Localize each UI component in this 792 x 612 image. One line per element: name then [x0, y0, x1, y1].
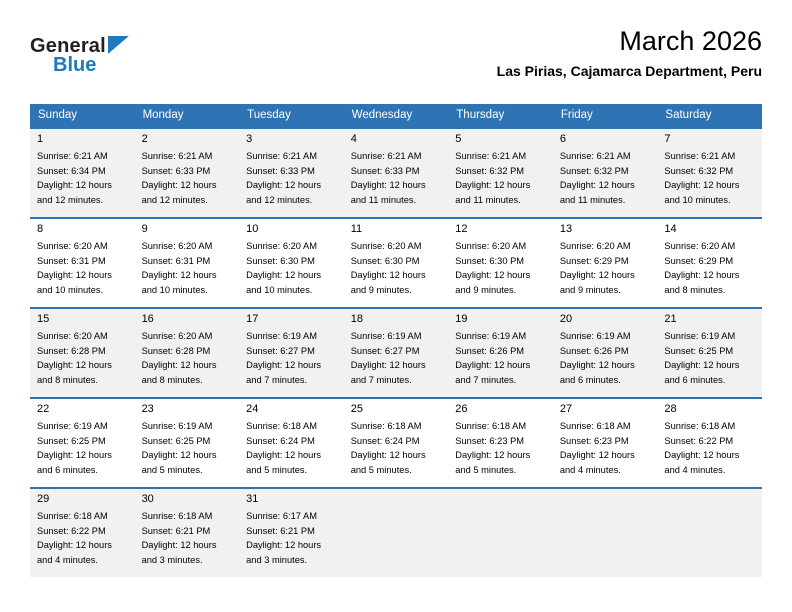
day-info-line: Sunset: 6:23 PM [559, 435, 629, 446]
day-info-line: and 8 minutes. [141, 374, 203, 385]
day-info-line: Sunrise: 6:19 AM [141, 421, 213, 431]
day-cell [657, 219, 762, 307]
day-cell [135, 399, 240, 487]
location-subtitle: Las Pirias, Cajamarca Department, Peru [496, 63, 762, 79]
day-info-line: Sunset: 6:26 PM [455, 345, 525, 356]
day-info-line: and 4 minutes. [664, 464, 726, 475]
day-info-line: Daylight: 12 hours [455, 450, 531, 460]
day-cell [657, 129, 762, 217]
day-info-line: Daylight: 12 hours [559, 180, 635, 190]
day-info-line: Daylight: 12 hours [246, 450, 322, 460]
day-info-line: Sunset: 6:22 PM [37, 525, 106, 536]
day-number: 23 [141, 403, 154, 415]
day-info-line: and 5 minutes. [350, 464, 412, 475]
day-info-line: and 10 minutes. [37, 284, 104, 295]
day-info-line: Sunrise: 6:20 AM [246, 241, 317, 251]
day-info-line: Sunrise: 6:18 AM [664, 421, 736, 431]
day-info-line: Sunset: 6:26 PM [559, 345, 629, 356]
day-cell [344, 219, 449, 307]
day-info-line: Sunset: 6:32 PM [664, 165, 734, 176]
day-info-line: Sunrise: 6:21 AM [37, 151, 108, 161]
day-cell [239, 129, 344, 217]
day-number: 12 [455, 223, 468, 235]
day-cell [448, 129, 553, 217]
day-number: 26 [455, 403, 468, 415]
day-info-line: Sunset: 6:34 PM [37, 165, 106, 176]
day-info-line: Daylight: 12 hours [455, 180, 531, 190]
day-info-line: Sunrise: 6:20 AM [350, 241, 422, 251]
day-info-line: and 10 minutes. [141, 284, 208, 295]
day-cell [239, 219, 344, 307]
day-info-line: Sunrise: 6:18 AM [559, 421, 631, 431]
day-info-line: and 3 minutes. [141, 554, 203, 565]
day-info-line: Sunset: 6:31 PM [37, 255, 106, 266]
day-info-line: Daylight: 12 hours [350, 450, 426, 460]
day-info-line: Daylight: 12 hours [37, 180, 112, 190]
day-cell [657, 399, 762, 487]
day-info-line: and 7 minutes. [246, 374, 308, 385]
day-info-line: Sunset: 6:25 PM [664, 345, 734, 356]
day-info-line: and 5 minutes. [141, 464, 203, 475]
day-header-friday: Friday [560, 109, 593, 121]
day-header-wednesday: Wednesday [351, 109, 413, 121]
day-info-line: Sunrise: 6:19 AM [37, 421, 108, 431]
day-info-line: Sunset: 6:31 PM [141, 255, 211, 266]
day-info-line: Sunrise: 6:20 AM [559, 241, 631, 251]
day-info-line: and 3 minutes. [246, 554, 308, 565]
day-info-line: Daylight: 12 hours [246, 540, 322, 550]
day-number: 3 [246, 133, 253, 145]
day-number: 21 [664, 313, 677, 325]
day-info-line: Daylight: 12 hours [141, 180, 217, 190]
day-cell [344, 399, 449, 487]
day-number: 27 [559, 403, 573, 415]
calendar [30, 104, 762, 577]
day-header-row [30, 104, 762, 127]
day-header-monday: Monday [142, 109, 184, 121]
day-info-line: Sunrise: 6:19 AM [455, 331, 527, 341]
day-info-line: Sunset: 6:21 PM [246, 525, 315, 536]
day-info-line: Sunset: 6:33 PM [141, 165, 211, 176]
day-number: 4 [350, 133, 357, 145]
day-number: 31 [246, 493, 259, 505]
day-info-line: Sunrise: 6:20 AM [141, 331, 213, 341]
title-block [497, 26, 762, 79]
day-info-line: Sunset: 6:23 PM [455, 435, 525, 446]
day-info-line: and 6 minutes. [559, 374, 621, 385]
day-info-line: and 8 minutes. [664, 284, 726, 295]
day-cell [448, 399, 553, 487]
day-number: 13 [559, 223, 573, 235]
empty-day-cell [448, 489, 553, 577]
day-number: 22 [37, 403, 50, 415]
day-cell [135, 309, 240, 397]
day-info-line: Sunset: 6:25 PM [37, 435, 106, 446]
week-row [30, 487, 762, 577]
day-info-line: Sunset: 6:28 PM [141, 345, 211, 356]
day-cell [135, 489, 240, 577]
day-info-line: Sunrise: 6:20 AM [37, 331, 108, 341]
day-cell [30, 129, 135, 217]
day-info-line: Sunset: 6:33 PM [246, 165, 315, 176]
day-info-line: Sunset: 6:24 PM [246, 435, 315, 446]
day-info-line: Sunset: 6:21 PM [141, 525, 211, 536]
day-number: 10 [246, 223, 259, 235]
day-info-line: and 9 minutes. [455, 284, 517, 295]
day-cell [553, 309, 658, 397]
day-number: 25 [350, 403, 363, 415]
day-info-line: and 5 minutes. [246, 464, 308, 475]
month-title: March 2026 [619, 26, 762, 56]
day-info-line: and 6 minutes. [664, 374, 726, 385]
day-info-line: Sunset: 6:29 PM [664, 255, 734, 266]
day-info-line: Daylight: 12 hours [141, 540, 217, 550]
day-header-sunday: Sunday [38, 109, 78, 121]
day-cell [553, 129, 658, 217]
day-info-line: and 9 minutes. [559, 284, 621, 295]
day-info-line: Sunrise: 6:21 AM [559, 151, 631, 161]
day-cell [448, 219, 553, 307]
day-info-line: Daylight: 12 hours [246, 180, 322, 190]
day-cell [30, 399, 135, 487]
day-info-line: Daylight: 12 hours [37, 270, 112, 280]
day-info-line: Daylight: 12 hours [246, 270, 322, 280]
logo-top-row [30, 36, 129, 56]
day-cell [448, 309, 553, 397]
calendar-body [30, 127, 762, 577]
day-info-line: Sunset: 6:33 PM [350, 165, 420, 176]
day-info-line: Sunset: 6:27 PM [246, 345, 315, 356]
day-header-saturday: Saturday [665, 109, 712, 121]
day-info-line: Sunrise: 6:21 AM [350, 151, 422, 161]
day-number: 5 [455, 133, 462, 145]
day-info-line: and 12 minutes. [141, 194, 208, 205]
day-info-line: Daylight: 12 hours [559, 270, 635, 280]
day-header-thursday: Thursday [456, 109, 505, 121]
logo-text-blue: Blue [53, 54, 97, 76]
day-info-line: Sunrise: 6:19 AM [246, 331, 317, 341]
day-info-line: and 7 minutes. [455, 374, 517, 385]
day-info-line: Sunset: 6:22 PM [664, 435, 734, 446]
day-info-line: Sunset: 6:24 PM [350, 435, 420, 446]
day-info-line: Sunrise: 6:19 AM [664, 331, 736, 341]
week-row [30, 307, 762, 397]
day-info-line: Sunrise: 6:18 AM [350, 421, 422, 431]
logo-triangle-icon [108, 36, 129, 54]
day-info-line: and 8 minutes. [37, 374, 98, 385]
day-info-line: Sunrise: 6:20 AM [37, 241, 108, 251]
day-info-line: and 4 minutes. [559, 464, 621, 475]
day-info-line: Daylight: 12 hours [246, 360, 322, 370]
day-info-line: Daylight: 12 hours [37, 360, 112, 370]
day-info-line: Sunrise: 6:21 AM [664, 151, 736, 161]
day-cell [239, 399, 344, 487]
day-info-line: and 11 minutes. [350, 194, 417, 205]
day-info-line: and 6 minutes. [37, 464, 98, 475]
day-info-line: Sunset: 6:32 PM [455, 165, 525, 176]
day-info-line: and 4 minutes. [37, 554, 98, 565]
day-info-line: Daylight: 12 hours [664, 180, 740, 190]
day-number: 18 [350, 313, 363, 325]
day-info-line: Sunrise: 6:17 AM [246, 511, 317, 521]
day-number: 29 [37, 493, 50, 505]
day-number: 2 [141, 133, 148, 145]
day-info-line: Daylight: 12 hours [350, 360, 426, 370]
day-cell [135, 219, 240, 307]
logo-text-general: General [30, 35, 106, 57]
page-header [30, 26, 762, 92]
day-info-line: and 5 minutes. [455, 464, 517, 475]
day-info-line: Daylight: 12 hours [350, 180, 426, 190]
day-info-line: Sunset: 6:29 PM [559, 255, 629, 266]
day-cell [657, 309, 762, 397]
day-number: 6 [559, 133, 566, 145]
day-info-line: Sunrise: 6:19 AM [350, 331, 422, 341]
day-info-line: Daylight: 12 hours [37, 540, 112, 550]
day-info-line: Sunrise: 6:21 AM [141, 151, 213, 161]
day-info-line: and 10 minutes. [664, 194, 731, 205]
day-info-line: Sunset: 6:30 PM [246, 255, 315, 266]
day-cell [344, 129, 449, 217]
day-info-line: Sunrise: 6:20 AM [141, 241, 213, 251]
day-info-line: Daylight: 12 hours [664, 360, 740, 370]
day-info-line: Daylight: 12 hours [141, 270, 217, 280]
day-info-line: and 9 minutes. [350, 284, 412, 295]
day-header-tuesday: Tuesday [247, 109, 291, 121]
day-cell [553, 399, 658, 487]
day-info-line: and 7 minutes. [350, 374, 412, 385]
day-info-line: and 11 minutes. [559, 194, 626, 205]
day-cell [344, 309, 449, 397]
day-number: 7 [664, 133, 671, 145]
day-info-line: Sunset: 6:28 PM [37, 345, 106, 356]
day-info-line: and 12 minutes. [246, 194, 313, 205]
day-number: 15 [37, 313, 50, 325]
day-info-line: Sunrise: 6:20 AM [664, 241, 736, 251]
week-row [30, 217, 762, 307]
day-info-line: Daylight: 12 hours [141, 450, 217, 460]
day-info-line: Sunrise: 6:21 AM [246, 151, 317, 161]
day-number: 1 [37, 133, 44, 145]
day-number: 11 [350, 223, 363, 235]
day-number: 30 [141, 493, 154, 505]
day-cell [553, 219, 658, 307]
day-number: 28 [664, 403, 677, 415]
day-info-line: Daylight: 12 hours [559, 360, 635, 370]
day-cell [30, 309, 135, 397]
day-info-line: and 10 minutes. [246, 284, 313, 295]
day-info-line: Sunset: 6:27 PM [350, 345, 420, 356]
day-info-line: Sunset: 6:30 PM [455, 255, 525, 266]
day-cell [30, 219, 135, 307]
day-info-line: Sunrise: 6:18 AM [141, 511, 213, 521]
day-cell [30, 489, 135, 577]
day-number: 24 [246, 403, 259, 415]
day-info-line: Daylight: 12 hours [350, 270, 426, 280]
day-number: 14 [664, 223, 677, 235]
day-info-line: Sunrise: 6:21 AM [455, 151, 527, 161]
day-info-line: Sunrise: 6:19 AM [559, 331, 631, 341]
day-cell [239, 309, 344, 397]
empty-day-cell [344, 489, 449, 577]
day-info-line: Sunset: 6:30 PM [350, 255, 420, 266]
day-info-line: Daylight: 12 hours [455, 360, 531, 370]
day-cell [239, 489, 344, 577]
day-info-line: and 12 minutes. [37, 194, 104, 205]
day-info-line: Sunset: 6:25 PM [141, 435, 211, 446]
day-number: 8 [37, 223, 44, 235]
day-info-line: Daylight: 12 hours [664, 270, 740, 280]
week-row [30, 127, 762, 217]
day-info-line: Sunrise: 6:20 AM [455, 241, 527, 251]
day-info-line: and 11 minutes. [455, 194, 521, 205]
empty-day-cell [657, 489, 762, 577]
day-info-line: Daylight: 12 hours [455, 270, 531, 280]
day-number: 20 [559, 313, 573, 325]
day-info-line: Sunrise: 6:18 AM [37, 511, 108, 521]
day-number: 9 [141, 223, 148, 235]
empty-day-cell [553, 489, 658, 577]
day-number: 19 [455, 313, 468, 325]
week-row [30, 397, 762, 487]
day-info-line: Sunset: 6:32 PM [559, 165, 629, 176]
day-number: 17 [246, 313, 259, 325]
day-info-line: Daylight: 12 hours [141, 360, 217, 370]
day-info-line: Daylight: 12 hours [37, 450, 112, 460]
day-cell [135, 129, 240, 217]
day-info-line: Daylight: 12 hours [664, 450, 740, 460]
day-number: 16 [141, 313, 154, 325]
day-info-line: Daylight: 12 hours [559, 450, 635, 460]
general-blue-logo [30, 36, 129, 75]
day-info-line: Sunrise: 6:18 AM [455, 421, 527, 431]
day-info-line: Sunrise: 6:18 AM [246, 421, 317, 431]
